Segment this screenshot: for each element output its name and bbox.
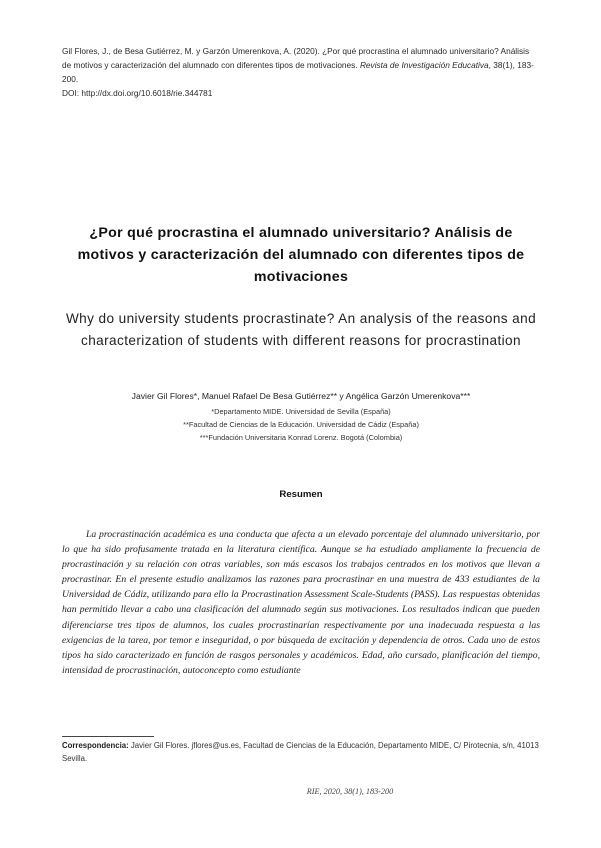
citation-journal: Revista de Investigación Educativa xyxy=(359,60,489,70)
abstract-heading: Resumen xyxy=(279,489,323,500)
article-title-english: Why do university students procrastinate? An analysis of the reasons and characterization of students with different reasons for procrastination xyxy=(65,311,537,348)
footnote-divider xyxy=(62,736,154,737)
affiliation-3: ***Fundación Universitaria Konrad Lorenz. Bogotá (Colombia) xyxy=(199,433,403,442)
citation-block xyxy=(62,44,540,100)
article-title: ¿Por qué procrastina el alumnado universitario? Análisis de motivos y caracterización del alumnado con diferentes tipos de motivaciones xyxy=(77,225,525,285)
footnote-label: Correspondencia: xyxy=(62,741,129,750)
footnote-text: Javier Gil Flores. jflores@us.es, Facultad de Ciencias de la Educación, Departamento MIDE, C/ Pirotecnia, s/n, 41013 Sevilla. xyxy=(62,741,539,763)
correspondence-footnote xyxy=(62,739,540,765)
citation-volume: , 38(1), 183-200. xyxy=(62,60,534,84)
citation-text: Gil Flores, J., de Besa Gutiérrez, M. y Garzón Umerenkova, A. (2020). ¿Por qué procrastina el alumnado universitario? Análisis de motivos y caracterización del alumnado con diferentes tipos de motivaciones. xyxy=(62,46,530,70)
journal-reference-footer: RIE, 2020, 38(1), 183-200 xyxy=(306,787,394,796)
abstract-body: La procrastinación académica es una conducta que afecta a un elevado porcentaje del alumnado universitario, por lo que ha sido profusamente tratada en la literatura científica. Aunque se ha estudiado ampliamente la frecuencia de procrastinación y su relación con otras variables, son más escasos los trabajos centrados en los motivos que llevan a procrastinar. En el presente estudio analizamos las razones para procrastinar en una muestra de 433 estudiantes de la Universidad de Cádiz, utilizando para ello la Procrastination Assessment Scale-Students (PASS). Las respuestas obtenidas han permitido llevar a cabo una clasificación del alumnado según sus motivaciones. Los resultados indican que pueden diferenciarse tres tipos de alumnos, los cuales procrastinarían respectivamente por una inadecuada respuesta a las exigencias de la tarea, por temor e inseguridad, o por búsqueda de excitación y dependencia de otros. Cada uno de estos tipos ha sido caracterizado en función de rasgos personales y académicos. Edad, año cursado, planificación del tiempo, intensidad de procrastinación, autoconcepto como estudiante xyxy=(62,529,540,676)
citation-doi[interactable]: DOI: http://dx.doi.org/10.6018/rie.344781 xyxy=(62,88,213,98)
affiliation-1: *Departamento MIDE. Universidad de Sevilla (España) xyxy=(211,407,391,416)
authors-line: Javier Gil Flores*, Manuel Rafael De Besa Gutiérrez** y Angélica Garzón Umerenkova*** xyxy=(131,391,471,401)
affiliation-2: **Facultad de Ciencias de la Educación. Universidad de Cádiz (España) xyxy=(183,420,419,429)
